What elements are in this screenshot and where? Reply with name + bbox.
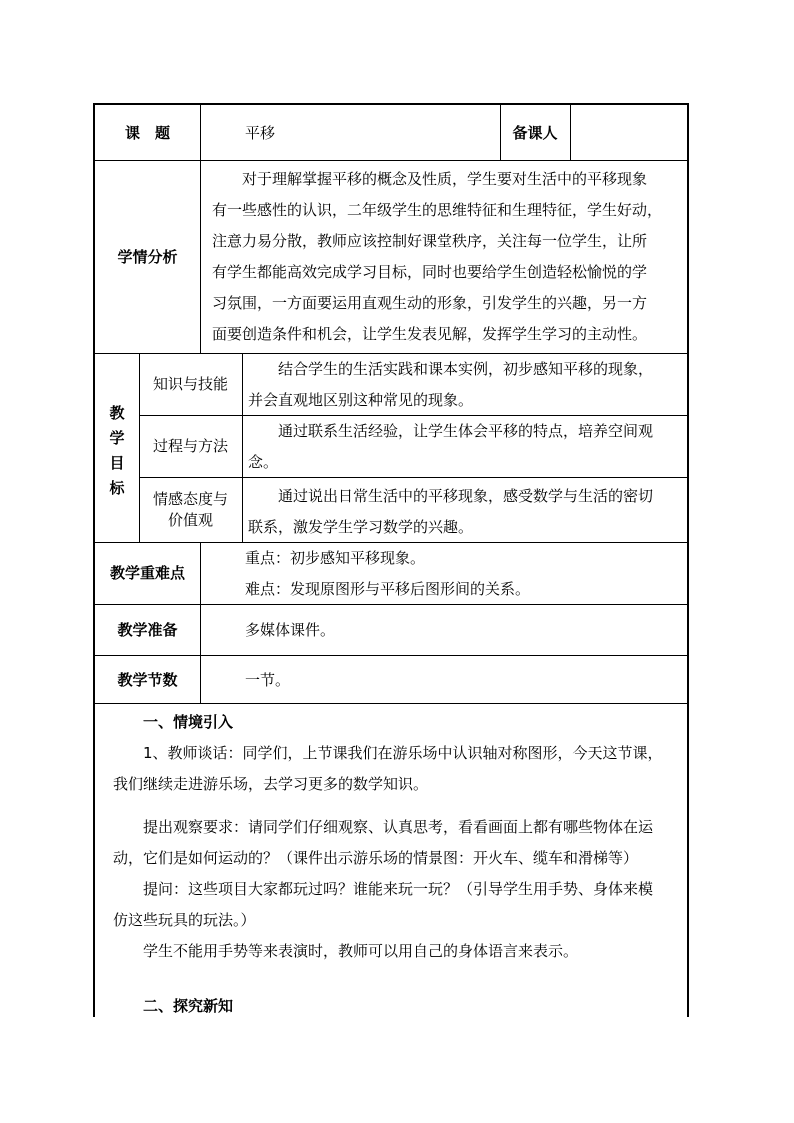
process-line: 学生不能用手势等来表演时，教师可以用自己的身体语言来表示。 xyxy=(113,942,579,960)
section-title: 一、情境引入 xyxy=(143,713,234,731)
column-divider xyxy=(200,105,201,353)
preparation-label: 教学准备 xyxy=(117,621,178,639)
key-point-line: 重点：初步感知平移现象。 xyxy=(245,549,426,567)
row-divider xyxy=(95,542,687,543)
preparation-value: 多媒体课件。 xyxy=(245,621,336,639)
row-divider xyxy=(95,703,687,704)
goal-knowledge-label: 知识与技能 xyxy=(152,375,228,393)
row-divider xyxy=(95,353,687,354)
preparer-label: 备课人 xyxy=(512,124,558,142)
row-divider xyxy=(139,415,687,416)
periods-label: 教学节数 xyxy=(117,671,178,689)
lesson-plan-table xyxy=(93,103,689,1017)
process-line: 1、教师谈话：同学们，上节课我们在游乐场中认识轴对称图形，今天这节课， xyxy=(113,744,663,762)
goal-process-line: 念。 xyxy=(248,453,279,471)
column-divider xyxy=(200,542,201,703)
goal-process-label: 过程与方法 xyxy=(152,437,228,455)
goals-label-char: 目 xyxy=(109,454,125,472)
key-point-line: 难点：发现原图形与平移后图形间的关系。 xyxy=(245,580,531,598)
goal-attitude-line: 联系，激发学生学习数学的兴趣。 xyxy=(248,518,474,536)
goals-label-char: 学 xyxy=(109,429,125,447)
goal-attitude-label: 价值观 xyxy=(167,511,213,529)
analysis-line: 有学生都能高效完成学习目标，同时也要给学生创造轻松愉悦的学 xyxy=(212,263,648,281)
key-points-label: 教学重难点 xyxy=(109,564,185,582)
analysis-line: 习氛围，一方面要运用直观生动的形象，引发学生的兴趣，另一方 xyxy=(212,294,648,312)
goal-knowledge-line: 结合学生的生活实践和课本实例，初步感知平移的现象， xyxy=(248,360,654,378)
topic-value: 平移 xyxy=(245,124,276,142)
column-divider xyxy=(570,105,571,160)
topic-label: 课 题 xyxy=(124,124,170,142)
analysis-line: 注意力易分散，教师应该控制好课堂秩序，关注每一位学生，让所 xyxy=(212,232,648,250)
analysis-line: 有一些感性的认识，二年级学生的思维特征和生理特征，学生好动， xyxy=(212,201,663,219)
goal-process-line: 通过联系生活经验，让学生体会平移的特点，培养空间观 xyxy=(248,422,654,440)
goal-knowledge-line: 并会直观地区别这种常见的现象。 xyxy=(248,391,474,409)
row-divider xyxy=(139,477,687,478)
row-divider xyxy=(95,655,687,656)
process-line: 我们继续走进游乐场，去学习更多的数学知识。 xyxy=(113,775,429,793)
goal-attitude-label: 情感态度与 xyxy=(152,490,228,508)
goals-label-char: 教 xyxy=(109,404,125,422)
row-divider xyxy=(95,604,687,605)
process-line: 提出观察要求：请同学们仔细观察、认真思考，看看画面上都有哪些物体在运 xyxy=(113,818,654,836)
goals-label-char: 标 xyxy=(109,479,125,497)
column-divider xyxy=(242,353,243,542)
analysis-line: 对于理解掌握平移的概念及性质，学生要对生活中的平移现象 xyxy=(212,170,648,188)
row-divider xyxy=(95,160,687,161)
process-line: 仿这些玩具的玩法。） xyxy=(113,911,256,929)
periods-value: 一节。 xyxy=(245,671,291,689)
analysis-line: 面要创造条件和机会，让学生发表见解，发挥学生学习的主动性。 xyxy=(212,325,648,343)
process-line: 动，它们是如何运动的？（课件出示游乐场的情景图：开火车、缆车和滑梯等） xyxy=(113,849,639,867)
goal-attitude-line: 通过说出日常生活中的平移现象，感受数学与生活的密切 xyxy=(248,487,654,505)
analysis-label: 学情分析 xyxy=(117,248,178,266)
process-line: 提问：这些项目大家都玩过吗？谁能来玩一玩？（引导学生用手势、身体来模 xyxy=(113,880,654,898)
section-title: 二、探究新知 xyxy=(143,997,234,1015)
